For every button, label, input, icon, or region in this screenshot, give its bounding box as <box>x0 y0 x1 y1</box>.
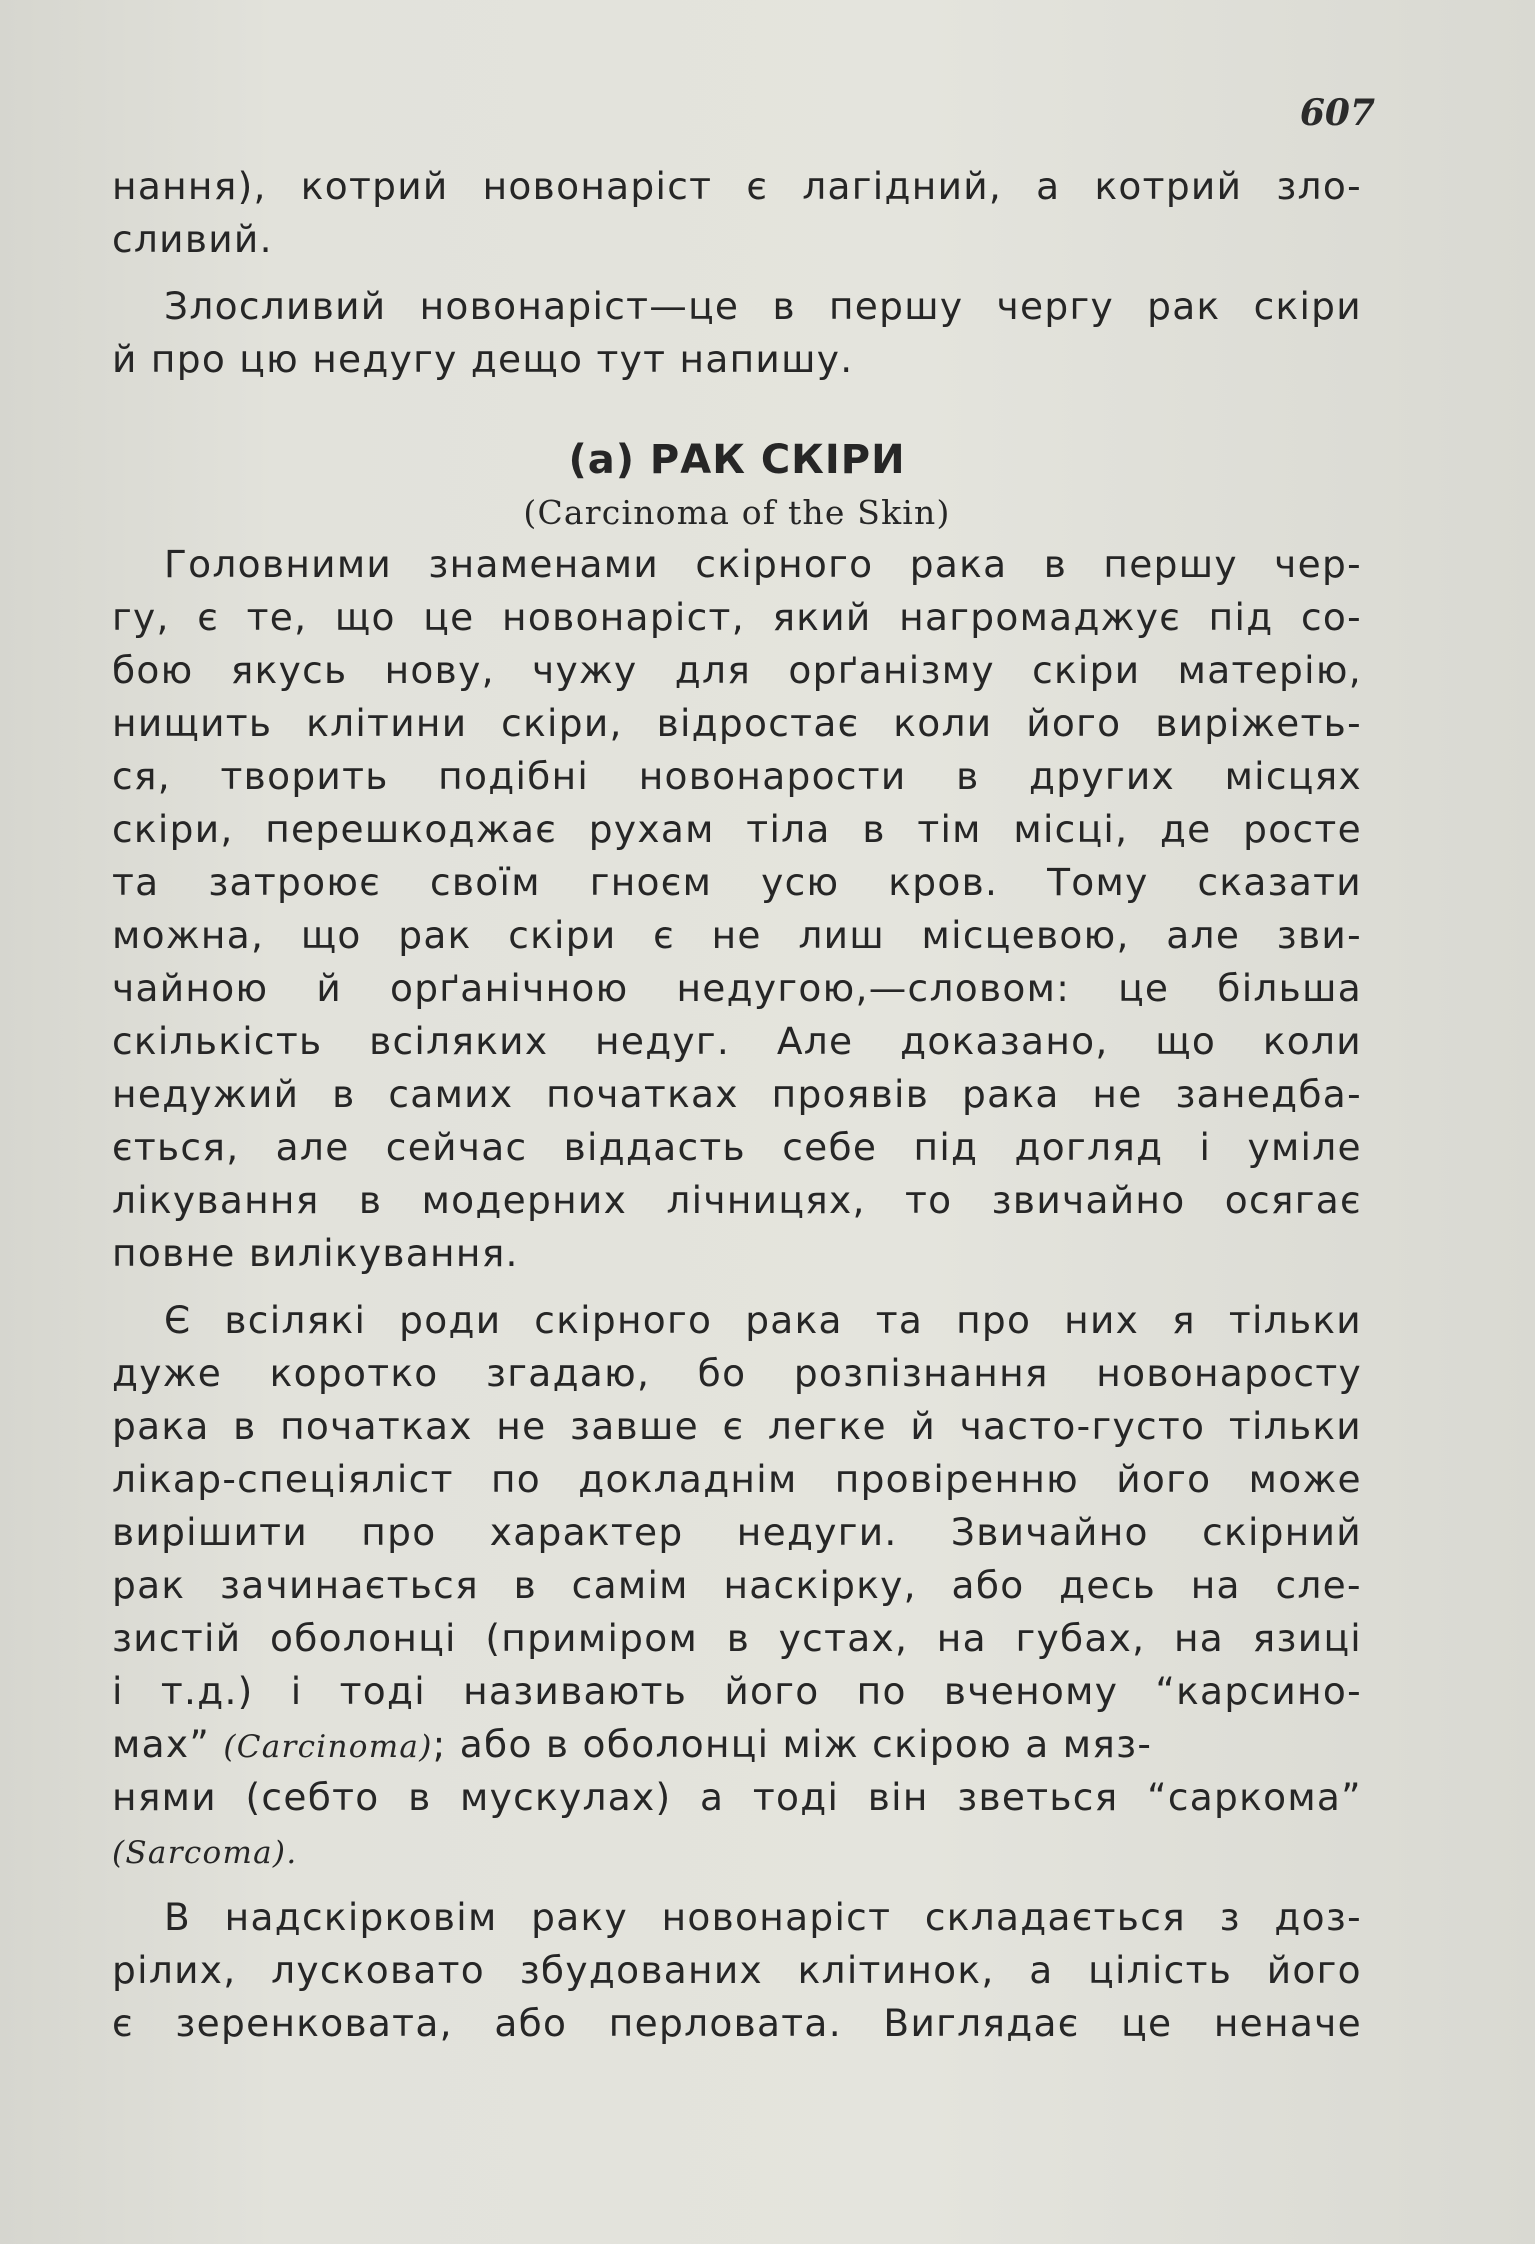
word: рака <box>961 1072 1060 1116</box>
word: в <box>1043 542 1068 586</box>
word: чер- <box>1274 542 1362 586</box>
text-line: повне вилікування. <box>112 1231 519 1275</box>
word: самих <box>388 1072 514 1116</box>
paragraph-intro <box>112 160 1362 266</box>
word: для <box>674 648 752 692</box>
word: який <box>772 595 872 639</box>
word: часто-густо <box>959 1404 1206 1448</box>
text-line <box>112 1997 1362 2050</box>
word: зветься <box>957 1775 1119 1819</box>
word: роди <box>399 1298 502 1342</box>
word: котрий <box>1094 164 1243 208</box>
word: на <box>936 1616 987 1660</box>
word: що <box>334 595 396 639</box>
word: по <box>856 1669 907 1713</box>
text-line <box>112 856 1362 909</box>
word: тоді <box>339 1669 426 1713</box>
word: в <box>408 1775 432 1819</box>
word: в <box>956 754 980 798</box>
word: скіри <box>1032 648 1141 692</box>
word: нову, <box>384 648 495 692</box>
text-line <box>112 1174 1362 1227</box>
word: В <box>164 1895 192 1939</box>
word: й <box>910 1404 937 1448</box>
word: де <box>1159 807 1212 851</box>
text-line <box>112 1453 1362 1506</box>
paragraph-3 <box>112 1891 1362 2050</box>
word: відростає <box>656 701 860 745</box>
word: чайною <box>112 966 269 1010</box>
word: губах, <box>1015 1616 1146 1660</box>
text-line <box>112 1891 1362 1944</box>
word: творить <box>220 754 389 798</box>
word: “карсино- <box>1155 1669 1362 1713</box>
word: наскірку, <box>723 1563 917 1607</box>
word: тоді <box>752 1775 840 1819</box>
word: коли <box>893 701 993 745</box>
word: ся, <box>112 754 171 798</box>
word: рілих, <box>112 1948 237 1992</box>
word: скількість <box>112 1019 323 1063</box>
word: зло- <box>1276 164 1362 208</box>
word: або <box>951 1563 1025 1607</box>
word: чужу <box>532 648 638 692</box>
word: завше <box>570 1404 699 1448</box>
section-subtitle: (Carcinoma of the Skin) <box>523 493 951 532</box>
word: подібні <box>438 754 590 798</box>
word: в <box>726 1616 751 1660</box>
text-line <box>112 280 1362 333</box>
word: а <box>700 1775 725 1819</box>
word: не <box>496 1404 547 1448</box>
word: самім <box>571 1563 689 1607</box>
word: виріжеть- <box>1155 701 1362 745</box>
word: скірний <box>1202 1510 1362 1554</box>
word: я <box>1172 1298 1196 1342</box>
text-line <box>112 1944 1362 1997</box>
word: зви- <box>1276 913 1362 957</box>
word: то <box>905 1178 953 1222</box>
word: що <box>1155 1019 1217 1063</box>
word: є <box>112 2001 134 2045</box>
word: занедба- <box>1175 1072 1362 1116</box>
word: в <box>772 284 796 328</box>
word: й <box>316 966 342 1010</box>
word: новонаросту <box>1096 1351 1362 1395</box>
word: клітинок, <box>797 1948 995 1992</box>
word: про <box>956 1298 1032 1342</box>
word: звичайно <box>991 1178 1186 1222</box>
word: лічницях, <box>666 1178 866 1222</box>
word: клітини <box>306 701 468 745</box>
word: лікування <box>112 1178 320 1222</box>
word: скіри <box>508 913 617 957</box>
word: першу <box>1103 542 1238 586</box>
word: Виглядає <box>883 2001 1080 2045</box>
text-line <box>112 644 1362 697</box>
word: нищить <box>112 701 273 745</box>
word: більша <box>1217 966 1362 1010</box>
word: рак <box>1147 284 1221 328</box>
latin-term: (Carcinoma) <box>223 1729 433 1765</box>
word: лиш <box>798 913 885 957</box>
word: лікар-спеціяліст <box>112 1457 454 1501</box>
word: в <box>233 1404 257 1448</box>
word: але <box>1166 913 1241 957</box>
word: раку <box>531 1895 628 1939</box>
paragraph-1 <box>112 538 1362 1280</box>
word: під <box>1208 595 1274 639</box>
word: характер <box>489 1510 684 1554</box>
word: те, <box>246 595 308 639</box>
word: його <box>1266 1948 1362 1992</box>
word: в <box>513 1563 538 1607</box>
word: новонаріст <box>661 1895 892 1939</box>
word: сле- <box>1275 1563 1362 1607</box>
word: чергу <box>996 284 1114 328</box>
word: сказати <box>1197 860 1362 904</box>
text-line <box>112 909 1362 962</box>
word: устах, <box>778 1616 909 1660</box>
word: недуги. <box>736 1510 898 1554</box>
word: недужий <box>112 1072 300 1116</box>
word: про <box>361 1510 437 1554</box>
word: і <box>112 1669 124 1713</box>
word: його <box>1026 701 1122 745</box>
word: провіренню <box>834 1457 1080 1501</box>
word: скіри, <box>501 701 623 745</box>
word: нання), <box>112 164 267 208</box>
word: або <box>494 2001 568 2045</box>
word: орґанічною <box>389 966 629 1010</box>
word: не <box>711 913 762 957</box>
word: під <box>913 1125 979 1169</box>
word: називають <box>463 1669 688 1713</box>
word: рака <box>745 1298 843 1342</box>
word: десь <box>1059 1563 1157 1607</box>
word: со- <box>1300 595 1362 639</box>
text-line <box>112 697 1362 750</box>
word: цілість <box>1088 1948 1233 1992</box>
word: місцевою, <box>921 913 1130 957</box>
word: (себто <box>245 1775 380 1819</box>
word: а <box>1036 164 1061 208</box>
word: перешкоджає <box>265 807 558 851</box>
word: других <box>1029 754 1176 798</box>
word: нагромаджує <box>899 595 1182 639</box>
word: рака <box>909 542 1008 586</box>
text-line <box>112 1506 1362 1559</box>
word: недугою,—словом: <box>676 966 1071 1010</box>
word: скіри <box>1253 284 1362 328</box>
word: та <box>875 1298 924 1342</box>
word: але <box>275 1125 350 1169</box>
word: тім <box>917 807 982 851</box>
word: він <box>867 1775 929 1819</box>
word: новонаріст <box>482 164 713 208</box>
word: місцях <box>1224 754 1362 798</box>
word: Головними <box>164 542 393 586</box>
word: тільки <box>1228 1298 1362 1342</box>
word: на <box>1190 1563 1241 1607</box>
word: проявів <box>771 1072 930 1116</box>
text-line: й про цю недугу дещо тут напишу. <box>112 337 854 381</box>
word: них <box>1064 1298 1140 1342</box>
word: віддасть <box>563 1125 746 1169</box>
word: лагідний, <box>802 164 1003 208</box>
word: першу <box>828 284 964 328</box>
word: догляд <box>1014 1125 1164 1169</box>
word: розпізнання <box>793 1351 1049 1395</box>
word: сейчас <box>385 1125 528 1169</box>
paragraph-intro-2 <box>112 280 1362 386</box>
word: місці, <box>1013 807 1129 851</box>
word: це <box>1121 2001 1173 2045</box>
word: є <box>746 164 769 208</box>
word: зистій <box>112 1616 242 1660</box>
word: нями <box>112 1775 217 1819</box>
text-line <box>112 1294 1362 1347</box>
word: неначе <box>1213 2001 1362 2045</box>
word: докладнім <box>578 1457 798 1501</box>
word: Звичайно <box>950 1510 1149 1554</box>
word: орґанізму <box>788 648 995 692</box>
text-line: сливий. <box>112 217 273 261</box>
word: не <box>1092 1072 1143 1116</box>
word: бо <box>697 1351 747 1395</box>
text-line <box>112 1068 1362 1121</box>
word: язиці <box>1252 1616 1362 1660</box>
word: з <box>1219 1895 1241 1939</box>
word: є <box>722 1404 745 1448</box>
word: початках <box>546 1072 739 1116</box>
word: “саркома” <box>1147 1775 1362 1819</box>
word: гноєм <box>589 860 713 904</box>
word: росте <box>1243 807 1362 851</box>
word: і <box>1199 1125 1212 1169</box>
word: зачинається <box>220 1563 479 1607</box>
word: новонаріст, <box>502 595 745 639</box>
word: Але <box>776 1019 854 1063</box>
word: скіри, <box>112 807 234 851</box>
text-line <box>112 1015 1362 1068</box>
word: є <box>197 595 220 639</box>
text-line <box>112 160 1362 213</box>
word: новонаріст—це <box>419 284 740 328</box>
word: рака <box>112 1404 210 1448</box>
word: осягає <box>1224 1178 1362 1222</box>
paragraph-2 <box>112 1294 1362 1877</box>
word: оболонці <box>269 1616 457 1660</box>
word: в <box>332 1072 356 1116</box>
word: кров. <box>888 860 999 904</box>
text-line <box>112 1400 1362 1453</box>
word: Злосливий <box>164 284 387 328</box>
word: тільки <box>1228 1404 1362 1448</box>
word: вченому <box>943 1669 1119 1713</box>
word: складається <box>924 1895 1186 1939</box>
text-fragment: мах” <box>112 1722 224 1766</box>
section-title: (а) РАК СКІРИ <box>568 437 906 483</box>
word: скірного <box>534 1298 713 1342</box>
word: в <box>358 1178 383 1222</box>
word: гу, <box>112 595 170 639</box>
text-fragment: ; або в оболонці між скірою а мяз- <box>432 1722 1153 1766</box>
word: рухам <box>588 807 715 851</box>
text-line <box>112 962 1362 1015</box>
word: модерних <box>421 1178 628 1222</box>
word: зеренковата, <box>175 2001 453 2045</box>
word: надскірковім <box>224 1895 498 1939</box>
word: вирішити <box>112 1510 308 1554</box>
word: Є <box>164 1298 192 1342</box>
word: доз- <box>1274 1895 1362 1939</box>
word: знаменами <box>428 542 660 586</box>
word: всілякі <box>224 1298 367 1342</box>
word: та <box>112 860 160 904</box>
word: бою <box>112 648 194 692</box>
word: всіляких <box>369 1019 549 1063</box>
word: недуг. <box>595 1019 731 1063</box>
word: це <box>1118 966 1170 1010</box>
word: це <box>423 595 475 639</box>
word: мускулах) <box>460 1775 672 1819</box>
word: є <box>653 913 676 957</box>
text-line <box>112 1559 1362 1612</box>
word: (приміром <box>485 1616 699 1660</box>
word: ється, <box>112 1125 240 1169</box>
word: початках <box>280 1404 473 1448</box>
word: можна, <box>112 913 265 957</box>
text-line-mixed <box>112 1718 1362 1771</box>
word: перловата. <box>608 2001 842 2045</box>
word: котрий <box>300 164 449 208</box>
body-text <box>112 160 1362 2050</box>
word: в <box>862 807 886 851</box>
word: лусковато <box>271 1948 486 1992</box>
word: збудованих <box>519 1948 763 1992</box>
word: своїм <box>429 860 541 904</box>
word: а <box>1029 1948 1054 1992</box>
word: усю <box>761 860 840 904</box>
word: що <box>300 913 362 957</box>
word: дуже <box>112 1351 223 1395</box>
word: т.д.) <box>160 1669 254 1713</box>
text-line <box>112 1824 1362 1877</box>
word: може <box>1248 1457 1362 1501</box>
word: доказано, <box>900 1019 1109 1063</box>
word: легке <box>767 1404 887 1448</box>
text-line <box>112 803 1362 856</box>
word: коротко <box>269 1351 439 1395</box>
word: Тому <box>1047 860 1149 904</box>
word: на <box>1173 1616 1225 1660</box>
word: уміле <box>1247 1125 1362 1169</box>
word: скірного <box>695 542 874 586</box>
word: матерію, <box>1177 648 1362 692</box>
text-line <box>112 538 1362 591</box>
text-line <box>112 1665 1362 1718</box>
text-line <box>112 1771 1362 1824</box>
word: затроює <box>208 860 382 904</box>
word: його <box>1116 1457 1212 1501</box>
word: новонарости <box>638 754 907 798</box>
word: згадаю, <box>486 1351 651 1395</box>
latin-term: (Sarcoma). <box>112 1835 298 1871</box>
word: і <box>290 1669 303 1713</box>
text-line <box>112 750 1362 803</box>
text-line <box>112 1347 1362 1400</box>
word: по <box>490 1457 541 1501</box>
word: себе <box>782 1125 878 1169</box>
word: тіла <box>746 807 831 851</box>
word: рак <box>112 1563 186 1607</box>
text-line <box>112 591 1362 644</box>
word: коли <box>1262 1019 1362 1063</box>
text-line <box>112 1121 1362 1174</box>
text-line <box>112 1612 1362 1665</box>
word: якусь <box>230 648 348 692</box>
word: його <box>724 1669 820 1713</box>
word: рак <box>398 913 472 957</box>
page-number: 607 <box>1299 92 1375 134</box>
